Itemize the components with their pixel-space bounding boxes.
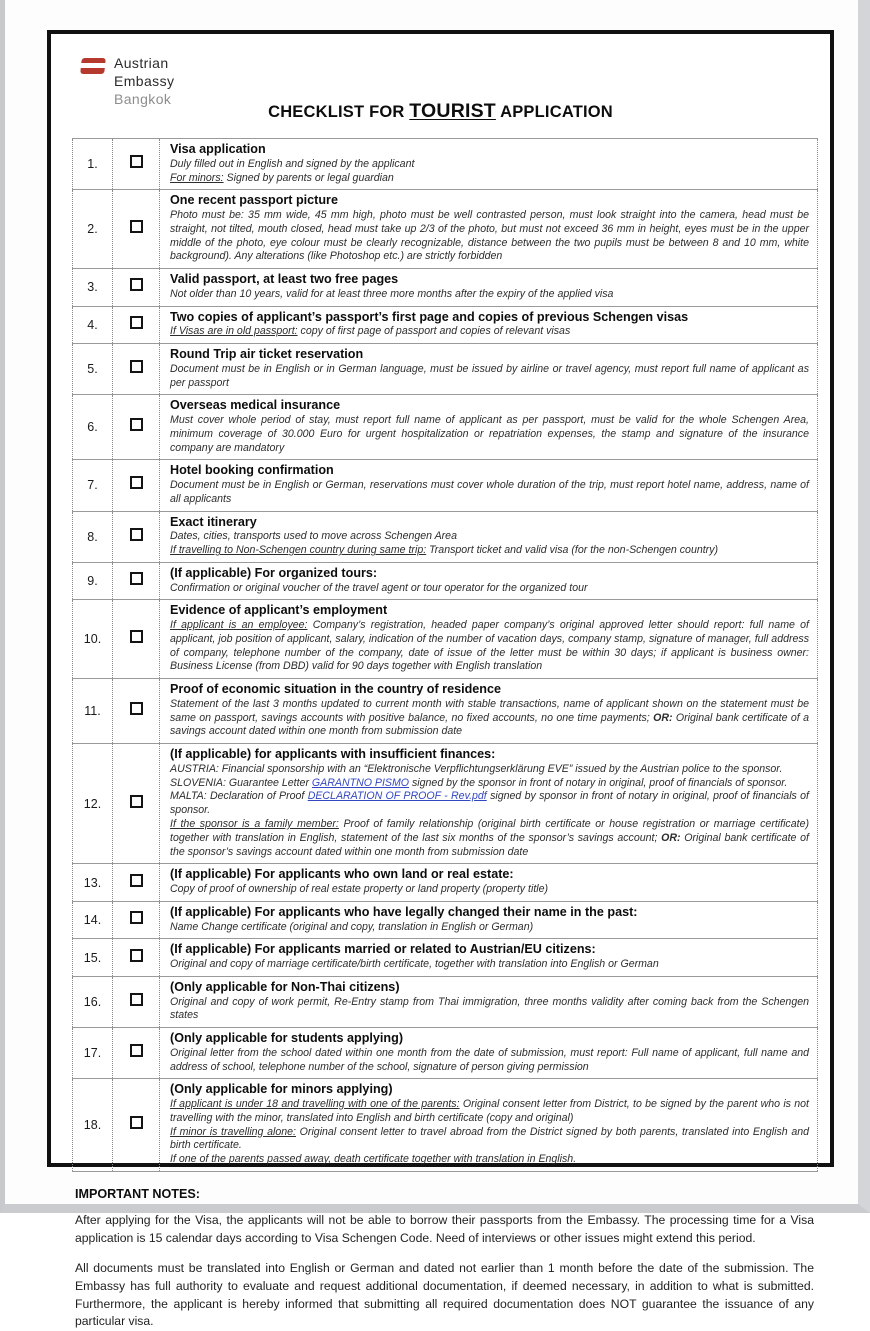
description-text: Dates, cities, transports used to move across Schengen Area <box>170 530 457 543</box>
description-text: AUSTRIA: Financial sponsorship with an “Elektronische Verpflichtungserklärung EVE” issued by the Austrian police to the sponsor. <box>170 762 783 775</box>
checkbox-cell <box>113 679 160 744</box>
item-description <box>170 777 809 791</box>
title-emphasis: TOURIST <box>409 100 496 122</box>
row-number: 5. <box>73 344 113 395</box>
description-text: MALTA: Declaration of Proof <box>170 790 308 803</box>
checkbox-cell <box>113 939 160 977</box>
item-description <box>170 325 809 339</box>
row-number: 1. <box>73 139 113 190</box>
logo-line-austrian: Austrian <box>114 55 169 71</box>
item-cell <box>160 901 818 939</box>
checkbox[interactable] <box>130 1116 143 1129</box>
checkbox-cell <box>113 190 160 269</box>
description-text: Company’s registration, headed paper company’s original approved letter should report: full name of applicant, job position of applicant, salary, indication of the number of vacation days, company stamp, signature of manager, full address of company, telephone number of the company, date of issue of the letter must be within 30 days; if applicant is business owner: Business License (from DBD) valid for 90 days together with English translation <box>170 619 809 673</box>
description-text: Proof of family relationship (original birth certificate or house registration or marriage certificate) together with translation in English, statement of the last six months of the sponsor’s savings account; <box>170 818 809 844</box>
description-text: Original consent letter to travel abroad from the District signed by both parents, translated into English and birth certificate. <box>170 1125 810 1152</box>
checkbox-cell <box>113 269 160 307</box>
row-number: 15. <box>73 939 113 977</box>
logo-line-bangkok: Bangkok <box>114 91 172 108</box>
row-number: 14. <box>73 901 113 939</box>
description-text: Copy of proof of ownership of real estate property or land property (property title) <box>170 883 549 896</box>
checkbox[interactable] <box>130 630 143 643</box>
item-cell <box>160 976 818 1027</box>
checkbox-cell <box>113 139 160 190</box>
notes-heading: IMPORTANT NOTES: <box>75 1186 200 1201</box>
table-row <box>73 562 818 600</box>
item-cell <box>160 679 818 744</box>
checkbox-cell <box>113 395 160 460</box>
item-description <box>170 619 809 674</box>
item-description <box>170 1098 809 1126</box>
checkbox-cell <box>113 562 160 600</box>
item-title: Overseas medical insurance <box>170 398 341 413</box>
description-text: Photo must be: 35 mm wide, 45 mm high, photo must be well contrasted person, must look straight into the camera, head must be straight, not tilted, mouth closed, head must take up 2/3 of the photo, but must not exceed 36 mm in height, eyes must be in the upper middle of the photo, eye colour must be clearly recognizable, distance between the two pupils must be between 8 and 10 mm, white background). Any alterations (like Photoshop etc.) are strictly forbidden <box>170 209 809 263</box>
checkbox-cell <box>113 600 160 679</box>
row-number: 12. <box>73 744 113 864</box>
document-header <box>51 34 830 138</box>
checkbox[interactable] <box>130 1044 143 1057</box>
table-row <box>73 976 818 1027</box>
austrian-flag-icon <box>80 58 106 74</box>
item-description <box>170 883 809 897</box>
checkbox-cell <box>113 460 160 511</box>
description-text: signed by sponsor in front of notary in original, proof of financials of sponsor. <box>170 790 809 817</box>
row-number: 18. <box>73 1079 113 1172</box>
item-description <box>170 544 809 558</box>
item-title: (Only applicable for students applying) <box>170 1031 404 1046</box>
checkbox[interactable] <box>130 993 143 1006</box>
description-text: Original consent letter from District, to be signed by the parent who is not travelling with the minor, translated into English and birth certificate (copy and original) <box>170 1098 809 1124</box>
item-title: (Only applicable for minors applying) <box>170 1082 393 1097</box>
row-number: 8. <box>73 511 113 562</box>
item-description <box>170 209 809 264</box>
item-description <box>170 414 809 455</box>
item-description <box>170 698 809 739</box>
checkbox[interactable] <box>130 911 143 924</box>
item-cell <box>160 600 818 679</box>
description-text: If one of the parents passed away, death certificate together with translation in English. <box>170 1153 577 1166</box>
item-title: Visa application <box>170 142 266 156</box>
checkbox[interactable] <box>130 572 143 585</box>
table-row <box>73 139 818 190</box>
item-cell <box>160 864 818 902</box>
document-link[interactable]: GARANTNO PISMO <box>311 776 410 789</box>
description-text: Signed by parents or legal guardian <box>223 171 394 184</box>
table-row <box>73 306 818 344</box>
item-cell <box>160 269 818 307</box>
item-title: Round Trip air ticket reservation <box>170 347 364 362</box>
logo-line-embassy: Embassy <box>114 73 175 90</box>
item-cell <box>160 395 818 460</box>
item-title: Two copies of applicant’s passport’s first page and copies of previous Schengen visas <box>170 309 689 324</box>
item-title: Hotel booking confirmation <box>170 463 334 478</box>
table-row <box>73 190 818 269</box>
table-row <box>73 939 818 977</box>
checkbox-cell <box>113 344 160 395</box>
checklist-table <box>72 138 818 1172</box>
description-text: For minors: <box>170 171 224 184</box>
table-row <box>73 511 818 562</box>
item-cell <box>160 744 818 864</box>
table-row <box>73 600 818 679</box>
table-row <box>73 1079 818 1172</box>
description-text: copy of first page of passport and copies of relevant visas <box>297 325 571 338</box>
checkbox-cell <box>113 306 160 344</box>
description-text: If minor is travelling alone: <box>170 1125 296 1138</box>
checkbox-cell <box>113 1079 160 1172</box>
table-row <box>73 344 818 395</box>
item-title: Proof of economic situation in the country of residence <box>170 682 501 697</box>
row-number: 4. <box>73 306 113 344</box>
item-description <box>170 530 809 544</box>
item-title: (If applicable) For applicants married or related to Austrian/EU citizens: <box>170 942 596 957</box>
item-cell <box>160 511 818 562</box>
checkbox[interactable] <box>130 702 143 715</box>
notes-paragraph-1: After applying for the Visa, the applicants will not be able to borrow their passports from the Embassy. The processing time for a Visa application is 15 calendar days according to Visa Schengen Code. Need of interviews or other issues might extend this period. <box>75 1212 814 1245</box>
row-number: 3. <box>73 269 113 307</box>
description-text: Original and copy of work permit, Re-Entry stamp from Thai immigration, three months validity after coming back from the Schengen states <box>170 995 809 1022</box>
checkbox[interactable] <box>130 418 143 431</box>
description-text: Confirmation or original voucher of the travel agent or tour operator for the organized tour <box>170 581 588 594</box>
description-text: OR: <box>653 711 673 724</box>
item-title: (If applicable) For organized tours: <box>170 565 378 580</box>
description-text: If Visas are in old passport: <box>170 325 298 338</box>
table-row <box>73 460 818 511</box>
notes-paragraph-2: All documents must be translated into English or German and dated not earlier than 1 month before the date of the submission. The Embassy has full authority to evaluate and request additional documentation, if deemed necessary, in addition to what is submitted. Furthermore, the applicant is hereby informed that submitting all required documentation does NOT guarantee the issuance of any particular visa. <box>75 1261 814 1329</box>
description-text: OR: <box>661 831 681 844</box>
row-number: 6. <box>73 395 113 460</box>
item-title: One recent passport picture <box>170 193 338 208</box>
table-row <box>73 269 818 307</box>
item-cell <box>160 562 818 600</box>
checkbox-cell <box>113 1028 160 1079</box>
row-number: 16. <box>73 976 113 1027</box>
checkbox[interactable] <box>130 278 143 291</box>
checkbox-cell <box>113 864 160 902</box>
item-description <box>170 958 809 972</box>
description-text: If applicant is under 18 and travelling with one of the parents: <box>170 1098 460 1111</box>
document-link[interactable]: DECLARATION OF PROOF - Rev.pdf <box>307 790 487 803</box>
document-page <box>47 30 834 1329</box>
item-title: (Only applicable for Non-Thai citizens) <box>170 979 400 994</box>
item-cell <box>160 190 818 269</box>
item-cell <box>160 306 818 344</box>
item-title: (If applicable) for applicants with insufficient finances: <box>170 747 496 762</box>
important-notes-section <box>75 1187 814 1331</box>
description-text: Must cover whole period of stay, must report full name of applicant as per passport, must be valid for the whole Schengen Area, minimum coverage of 30.000 Euro for urgent hospitalization or repatriation expenses, the stamp and signature of the insurance company are mandatory <box>170 414 809 454</box>
item-title: Evidence of applicant’s employment <box>170 603 388 618</box>
description-text: Original letter from the school dated within one month from the date of submission, must report: Full name of applicant, full name and address of school, telephone number of the school, signature of person giving permission <box>170 1046 809 1073</box>
item-description <box>170 288 809 302</box>
item-cell <box>160 1028 818 1079</box>
item-description <box>170 818 809 859</box>
row-number: 17. <box>73 1028 113 1079</box>
table-row <box>73 1028 818 1079</box>
description-text: Duly filled out in English and signed by the applicant <box>170 157 415 170</box>
title-suffix: APPLICATION <box>495 103 613 121</box>
description-text: Document must be in English or in German language, must be issued by airline or travel agency, must report full name of applicant as per passport <box>170 362 809 389</box>
table-row <box>73 901 818 939</box>
item-description <box>170 582 809 596</box>
checkbox[interactable] <box>130 949 143 962</box>
checkbox[interactable] <box>130 155 143 168</box>
checkbox[interactable] <box>130 360 143 373</box>
item-cell <box>160 1079 818 1172</box>
description-text: If the sponsor is a family member: <box>170 818 339 831</box>
table-row <box>73 864 818 902</box>
description-text: Document must be in English or German, reservations must cover whole duration of the trip, must report hotel name, address, name of all applicants <box>170 479 809 505</box>
item-description <box>170 1126 809 1154</box>
item-cell <box>160 139 818 190</box>
item-description <box>170 158 809 172</box>
item-cell <box>160 344 818 395</box>
description-text: signed by the sponsor in front of notary in original, proof of financials of sponsor. <box>409 776 788 789</box>
description-text: Transport ticket and valid visa (for the non-Schengen country) <box>426 544 719 557</box>
checkbox-cell <box>113 744 160 864</box>
description-text: Not older than 10 years, valid for at least three more months after the expiry of the applied visa <box>170 287 614 300</box>
description-text: SLOVENIA: Guarantee Letter <box>170 776 312 789</box>
checkbox[interactable] <box>130 795 143 808</box>
item-cell <box>160 939 818 977</box>
table-row <box>73 679 818 744</box>
table-row <box>73 395 818 460</box>
item-description <box>170 763 809 777</box>
item-description <box>170 1153 809 1167</box>
item-title: Exact itinerary <box>170 514 257 529</box>
row-number: 7. <box>73 460 113 511</box>
item-description <box>170 1047 809 1075</box>
item-description <box>170 996 809 1024</box>
description-text: Original bank certificate of a savings account dated within one month from submission date <box>170 711 809 738</box>
description-text: Original bank certificate of the sponsor’s savings account dated within one month from submission date <box>170 831 809 858</box>
row-number: 9. <box>73 562 113 600</box>
checkbox-cell <box>113 901 160 939</box>
item-cell <box>160 460 818 511</box>
page-title <box>51 100 830 123</box>
row-number: 13. <box>73 864 113 902</box>
item-description <box>170 363 809 391</box>
item-title: Valid passport, at least two free pages <box>170 272 399 287</box>
title-prefix: CHECKLIST FOR <box>268 103 410 121</box>
description-text: If applicant is an employee: <box>170 619 308 632</box>
checkbox[interactable] <box>130 316 143 329</box>
item-description <box>170 479 809 507</box>
item-description <box>170 921 809 935</box>
item-description <box>170 172 809 186</box>
description-text: Statement of the last 3 months updated to current month with stable transactions, name of applicant shown on the statement must be same on passport, savings accounts with positive balance, no fixed accounts, no one time payments; <box>170 697 809 724</box>
row-number: 2. <box>73 190 113 269</box>
description-text: If travelling to Non-Schengen country during same trip: <box>170 544 427 557</box>
item-title: (If applicable) For applicants who own land or real estate: <box>170 867 514 882</box>
description-text: Name Change certificate (original and copy, translation in English or German) <box>170 920 534 933</box>
checkbox[interactable] <box>130 476 143 489</box>
row-number: 11. <box>73 679 113 744</box>
checkbox[interactable] <box>130 874 143 887</box>
item-title: (If applicable) For applicants who have legally changed their name in the past: <box>170 904 638 919</box>
description-text: Original and copy of marriage certificate/birth certificate, together with translation into English or German <box>170 958 659 971</box>
row-number: 10. <box>73 600 113 679</box>
table-row <box>73 744 818 864</box>
checkbox-cell <box>113 976 160 1027</box>
checkbox-cell <box>113 511 160 562</box>
checklist-body <box>73 139 818 1172</box>
checkbox[interactable] <box>130 528 143 541</box>
item-description <box>170 790 809 818</box>
document-content <box>51 138 830 1331</box>
checkbox[interactable] <box>130 220 143 233</box>
